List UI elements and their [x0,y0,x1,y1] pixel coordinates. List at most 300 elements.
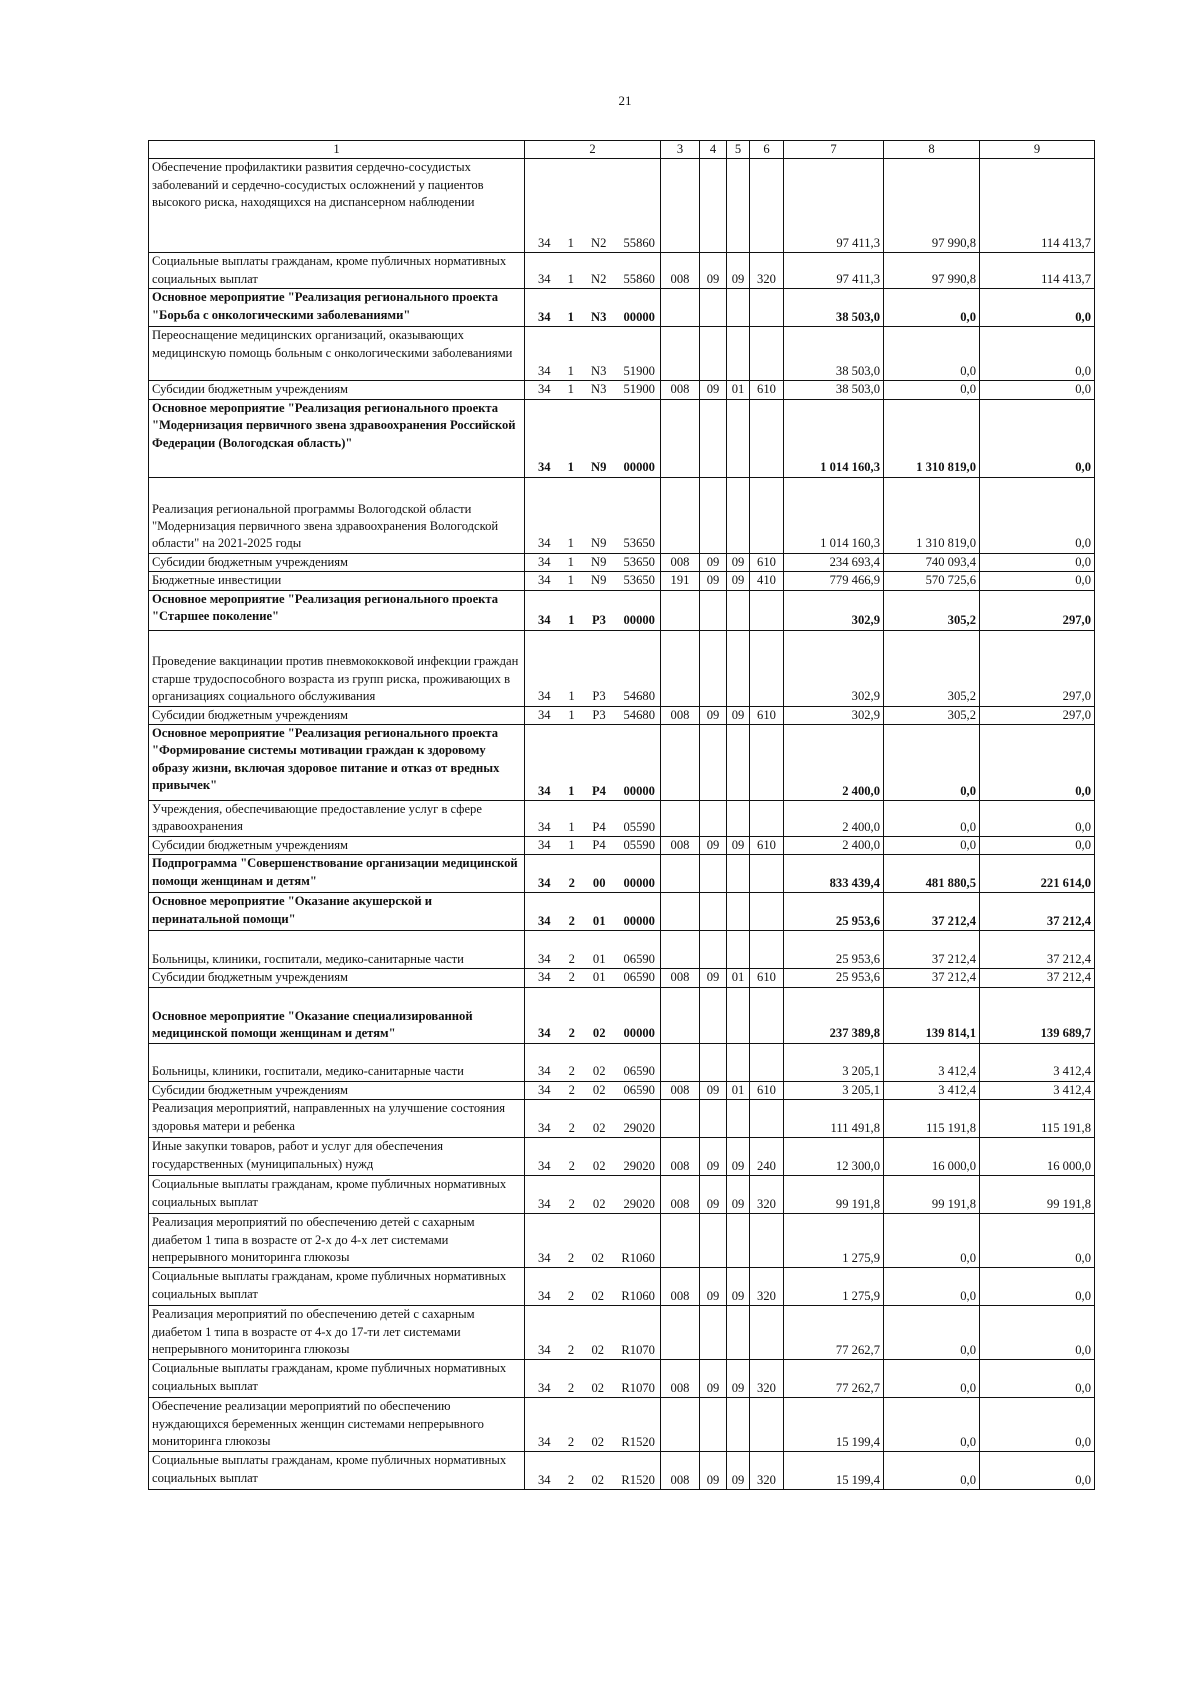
section-code [700,1100,727,1138]
code-part: 34 [538,707,551,722]
expense-type-code [750,327,784,381]
code-part: 00000 [623,914,655,929]
code-part: 1 [567,554,574,569]
page-number: 21 [618,93,632,108]
row-name: Социальные выплаты гражданам, кроме публичных нормативных социальных выплат [149,1452,525,1490]
table-header-row [149,141,1095,159]
amount-col9: 99 191,8 [980,1176,1095,1214]
row-name: Реализация региональной программы Вологодской области "Модернизация первичного звена здравоохранения Вологодской области" на 2021-2025 годы [149,477,525,553]
ministry-code [661,289,700,327]
amount-col9: 0,0 [980,399,1095,477]
amount-col9: 3 412,4 [980,1081,1095,1099]
ministry-code: 008 [661,1268,700,1306]
code-part: N2 [591,272,607,286]
budget-code [525,1398,661,1452]
subsection-code [727,1043,750,1081]
code-part: 34 [538,783,551,798]
code-part: 34 [538,310,551,324]
row-name: Обеспечение профилактики развития сердечно-сосудистых заболеваний и сердечно-сосудистых осложнений у пациентов высокого риска, находящихся на диспансерном наблюдении [149,159,525,253]
code-part: 34 [538,1342,551,1357]
amount-col8: 3 412,4 [884,1043,980,1081]
row-name: Основное мероприятие "Реализация регионального проекта "Борьба с онкологическими заболеваниями" [149,289,525,327]
code-part: N9 [591,460,607,475]
amount-col7: 38 503,0 [784,381,884,399]
amount-col8: 37 212,4 [884,931,980,969]
code-part: 34 [538,460,551,475]
expense-type-code: 610 [750,553,784,571]
code-part: P3 [592,707,606,722]
code-part: 29020 [623,1120,655,1135]
section-code [700,931,727,969]
table-row [149,327,1095,381]
ministry-code: 008 [661,553,700,571]
expense-type-code [750,1214,784,1268]
budget-code [525,987,661,1043]
table-row [149,1100,1095,1138]
ministry-code: 008 [661,1360,700,1398]
code-part: 34 [538,1472,551,1487]
ministry-code: 008 [661,837,700,855]
code-part: P4 [592,838,606,853]
budget-code [525,630,661,706]
code-part: 34 [538,613,551,628]
table-row [149,1176,1095,1214]
row-name: Социальные выплаты гражданам, кроме публичных нормативных социальных выплат [149,1268,525,1306]
code-part: 00000 [623,783,655,798]
amount-col9: 297,0 [980,706,1095,724]
code-part: 1 [567,236,574,250]
subsection-code: 09 [727,1360,750,1398]
table-row [149,1306,1095,1360]
expense-type-code [750,590,784,630]
table-row [149,1214,1095,1268]
subsection-code [727,1100,750,1138]
code-part: 05590 [623,838,655,853]
code-part: 2 [568,970,575,985]
subsection-code [727,931,750,969]
code-part: 34 [538,1380,551,1395]
table-row [149,572,1095,590]
amount-col8: 0,0 [884,1452,980,1490]
code-part: 34 [538,536,551,551]
row-name: Основное мероприятие "Реализация регионального проекта "Старшее поколение" [149,590,525,630]
code-part: 34 [538,838,551,853]
budget-code [525,572,661,590]
section-code: 09 [700,1452,727,1490]
expense-type-code [750,399,784,477]
amount-col8: 0,0 [884,1398,980,1452]
subsection-code [727,725,750,801]
table-row [149,837,1095,855]
row-name: Реализация мероприятий по обеспечению детей с сахарным диабетом 1 типа в возрасте от 4-х до 17-ти лет системами непрерывного мониторинга глюкозы [149,1306,525,1360]
amount-col8: 1 310 819,0 [884,477,980,553]
amount-col9: 297,0 [980,630,1095,706]
code-part: 2 [568,1120,575,1135]
ministry-code: 008 [661,1176,700,1214]
code-part: 34 [538,970,551,985]
amount-col8: 305,2 [884,706,980,724]
code-part: 05590 [623,819,655,834]
subsection-code [727,1398,750,1452]
table-row [149,725,1095,801]
table-row [149,801,1095,837]
code-part: 02 [591,1288,605,1303]
table-row [149,931,1095,969]
amount-col8: 0,0 [884,381,980,399]
amount-col8: 97 990,8 [884,253,980,289]
code-part: P3 [591,613,606,628]
expense-type-code: 320 [750,253,784,289]
amount-col9: 16 000,0 [980,1138,1095,1176]
code-part: 34 [538,1158,551,1173]
amount-col9: 3 412,4 [980,1043,1095,1081]
table-row [149,289,1095,327]
expense-type-code: 320 [750,1268,784,1306]
expense-type-code: 610 [750,969,784,987]
amount-col8: 0,0 [884,1306,980,1360]
code-part: 02 [591,1434,605,1449]
code-part: 2 [567,1434,575,1449]
code-part: 06590 [623,952,655,967]
code-part: 34 [538,364,551,378]
code-part: P4 [592,819,606,834]
row-name: Учреждения, обеспечивающие предоставление услуг в сфере здравоохранения [149,801,525,837]
ministry-code: 008 [661,1452,700,1490]
table-row [149,1043,1095,1081]
row-name: Обеспечение реализации мероприятий по обеспечению нуждающихся беременных женщин системами непрерывного мониторинга глюкозы [149,1398,525,1452]
amount-col8: 740 093,4 [884,553,980,571]
code-part: 2 [568,952,575,967]
section-code [700,987,727,1043]
table-row [149,987,1095,1043]
subsection-code: 01 [727,1081,750,1099]
code-part: N3 [591,310,607,324]
code-part: 1 [568,707,575,722]
subsection-code: 09 [727,253,750,289]
subsection-code [727,477,750,553]
code-part: 1 [567,310,574,324]
amount-col9: 0,0 [980,381,1095,399]
code-part: N9 [591,573,607,588]
code-part: 2 [568,1082,575,1097]
code-part: 2 [568,914,575,929]
code-part: 1 [568,819,575,834]
code-part: 2 [568,1158,575,1173]
budget-code [525,253,661,289]
amount-col7: 38 503,0 [784,289,884,327]
code-part: 00000 [623,1026,655,1041]
expense-type-code [750,159,784,253]
amount-col9: 0,0 [980,1360,1095,1398]
table-row [149,381,1095,399]
ministry-code: 008 [661,381,700,399]
amount-col8: 0,0 [884,837,980,855]
table-row [149,553,1095,571]
ministry-code [661,893,700,931]
amount-col8: 37 212,4 [884,969,980,987]
amount-col8: 97 990,8 [884,159,980,253]
code-part: 2 [567,1250,575,1265]
header-cell: 2 [525,141,661,159]
ministry-code [661,630,700,706]
code-part: 54680 [623,707,655,722]
budget-code [525,1360,661,1398]
code-part: 34 [538,914,551,929]
code-part: 34 [538,236,551,250]
table-row [149,969,1095,987]
section-code [700,893,727,931]
ministry-code [661,1043,700,1081]
amount-col7: 2 400,0 [784,801,884,837]
section-code [700,327,727,381]
subsection-code: 09 [727,1452,750,1490]
section-code [700,289,727,327]
code-part: N9 [591,536,607,551]
budget-code [525,327,661,381]
code-part: R1060 [621,1288,655,1303]
row-name: Проведение вакцинации против пневмококковой инфекции граждан старше трудоспособного возраста из групп риска, проживающих в организациях социального обслуживания [149,630,525,706]
code-part: 34 [538,382,551,397]
subsection-code [727,159,750,253]
expense-type-code: 610 [750,706,784,724]
amount-col9: 114 413,7 [980,253,1095,289]
budget-code [525,931,661,969]
section-code: 09 [700,253,727,289]
amount-col7: 833 439,4 [784,855,884,893]
amount-col9: 115 191,8 [980,1100,1095,1138]
ministry-code: 008 [661,1081,700,1099]
amount-col9: 0,0 [980,1214,1095,1268]
amount-col7: 1 014 160,3 [784,399,884,477]
row-name: Субсидии бюджетным учреждениям [149,969,525,987]
amount-col8: 3 412,4 [884,1081,980,1099]
header-cell: 5 [727,141,750,159]
code-part: 00 [592,876,606,891]
amount-col7: 12 300,0 [784,1138,884,1176]
amount-col8: 305,2 [884,590,980,630]
code-part: 2 [567,1472,575,1487]
code-part: 06590 [623,970,655,985]
section-code: 09 [700,553,727,571]
table-row [149,630,1095,706]
section-code [700,477,727,553]
code-part: 06590 [623,1064,655,1079]
header-cell: 1 [149,141,525,159]
ministry-code [661,399,700,477]
ministry-code [661,801,700,837]
code-part: 34 [538,689,551,704]
subsection-code [727,1214,750,1268]
amount-col7: 1 275,9 [784,1214,884,1268]
section-code [700,725,727,801]
ministry-code: 008 [661,1138,700,1176]
amount-col7: 77 262,7 [784,1306,884,1360]
budget-code [525,1100,661,1138]
code-part: 53650 [623,536,655,551]
amount-col7: 1 014 160,3 [784,477,884,553]
table-row [149,1360,1095,1398]
ministry-code [661,159,700,253]
row-name: Бюджетные инвестиции [149,572,525,590]
expense-type-code [750,1043,784,1081]
expense-type-code [750,893,784,931]
subsection-code [727,893,750,931]
amount-col7: 97 411,3 [784,159,884,253]
code-part: 1 [567,460,574,475]
amount-col8: 0,0 [884,1214,980,1268]
amount-col7: 25 953,6 [784,931,884,969]
section-code [700,855,727,893]
budget-code [525,553,661,571]
table-row [149,893,1095,931]
amount-col7: 3 205,1 [784,1081,884,1099]
amount-col9: 37 212,4 [980,969,1095,987]
ministry-code [661,1214,700,1268]
row-name: Социальные выплаты гражданам, кроме публичных нормативных социальных выплат [149,1360,525,1398]
code-part: 54680 [623,689,655,704]
expense-type-code: 610 [750,1081,784,1099]
amount-col8: 0,0 [884,289,980,327]
row-name: Основное мероприятие "Оказание специализированной медицинской помощи женщинам и детям" [149,987,525,1043]
amount-col9: 37 212,4 [980,893,1095,931]
budget-code [525,969,661,987]
amount-col7: 38 503,0 [784,327,884,381]
subsection-code: 09 [727,1138,750,1176]
row-name: Переоснащение медицинских организаций, оказывающих медицинскую помощь больным с онкологическими заболеваниями [149,327,525,381]
budget-table [148,140,1095,1490]
budget-code [525,1214,661,1268]
row-name: Больницы, клиники, госпитали, медико-санитарные части [149,931,525,969]
amount-col9: 0,0 [980,572,1095,590]
subsection-code: 09 [727,553,750,571]
amount-col9: 0,0 [980,289,1095,327]
amount-col9: 0,0 [980,1452,1095,1490]
code-part: 29020 [623,1196,655,1211]
code-part: 51900 [623,382,655,397]
row-name: Основное мероприятие "Оказание акушерской и перинатальной помощи" [149,893,525,931]
expense-type-code: 320 [750,1176,784,1214]
subsection-code: 09 [727,706,750,724]
code-part: 02 [592,1196,606,1211]
budget-code [525,1306,661,1360]
ministry-code [661,725,700,801]
expense-type-code [750,855,784,893]
code-part: 02 [592,1026,606,1041]
table-row [149,159,1095,253]
section-code: 09 [700,969,727,987]
amount-col9: 114 413,7 [980,159,1095,253]
amount-col8: 0,0 [884,327,980,381]
amount-col7: 111 491,8 [784,1100,884,1138]
code-part: 02 [592,1158,606,1173]
code-part: 02 [591,1342,605,1357]
code-part: 1 [568,689,575,704]
section-code [700,801,727,837]
code-part: 55860 [623,236,655,250]
code-part: 34 [538,1120,551,1135]
expense-type-code [750,1398,784,1452]
code-part: 02 [591,1380,605,1395]
header-cell: 3 [661,141,700,159]
amount-col8: 139 814,1 [884,987,980,1043]
table-row [149,1398,1095,1452]
section-code: 09 [700,1268,727,1306]
amount-col9: 0,0 [980,1398,1095,1452]
section-code [700,1043,727,1081]
expense-type-code [750,931,784,969]
code-part: R1070 [621,1342,655,1357]
subsection-code: 09 [727,572,750,590]
expense-type-code [750,289,784,327]
amount-col8: 1 310 819,0 [884,399,980,477]
code-part: 1 [568,613,575,628]
amount-col7: 25 953,6 [784,893,884,931]
budget-code [525,1176,661,1214]
amount-col7: 1 275,9 [784,1268,884,1306]
ministry-code: 191 [661,572,700,590]
row-name: Социальные выплаты гражданам, кроме публичных нормативных социальных выплат [149,1176,525,1214]
code-part: 34 [538,1434,551,1449]
table-row [149,1268,1095,1306]
budget-code [525,893,661,931]
code-part: 53650 [623,554,655,569]
amount-col8: 305,2 [884,630,980,706]
code-part: 06590 [623,1082,655,1097]
code-part: N2 [591,236,607,250]
subsection-code [727,327,750,381]
ministry-code: 008 [661,706,700,724]
code-part: 02 [592,1082,606,1097]
amount-col8: 115 191,8 [884,1100,980,1138]
code-part: 53650 [623,573,655,588]
amount-col7: 25 953,6 [784,969,884,987]
section-code: 09 [700,706,727,724]
amount-col7: 97 411,3 [784,253,884,289]
row-name: Подпрограмма "Совершенствование организации медицинской помощи женщинам и детям" [149,855,525,893]
budget-code [525,477,661,553]
code-part: 02 [592,1120,606,1135]
row-name: Больницы, клиники, госпитали, медико-санитарные части [149,1043,525,1081]
amount-col9: 0,0 [980,725,1095,801]
ministry-code [661,931,700,969]
code-part: N9 [591,554,607,569]
ministry-code [661,987,700,1043]
header-cell: 4 [700,141,727,159]
row-name: Субсидии бюджетным учреждениям [149,837,525,855]
table-row [149,590,1095,630]
budget-code [525,590,661,630]
amount-col9: 221 614,0 [980,855,1095,893]
table-row [149,706,1095,724]
code-part: 34 [538,554,551,569]
code-part: 1 [567,573,574,588]
amount-col8: 570 725,6 [884,572,980,590]
budget-code [525,855,661,893]
code-part: 1 [567,536,574,551]
budget-code [525,1081,661,1099]
expense-type-code: 320 [750,1360,784,1398]
ministry-code [661,1398,700,1452]
subsection-code [727,399,750,477]
subsection-code: 09 [727,837,750,855]
code-part: N3 [591,382,607,397]
code-part: 1 [567,382,574,397]
code-part: 2 [568,1196,575,1211]
ministry-code: 008 [661,253,700,289]
amount-col7: 2 400,0 [784,725,884,801]
code-part: 00000 [623,876,655,891]
section-code [700,1306,727,1360]
